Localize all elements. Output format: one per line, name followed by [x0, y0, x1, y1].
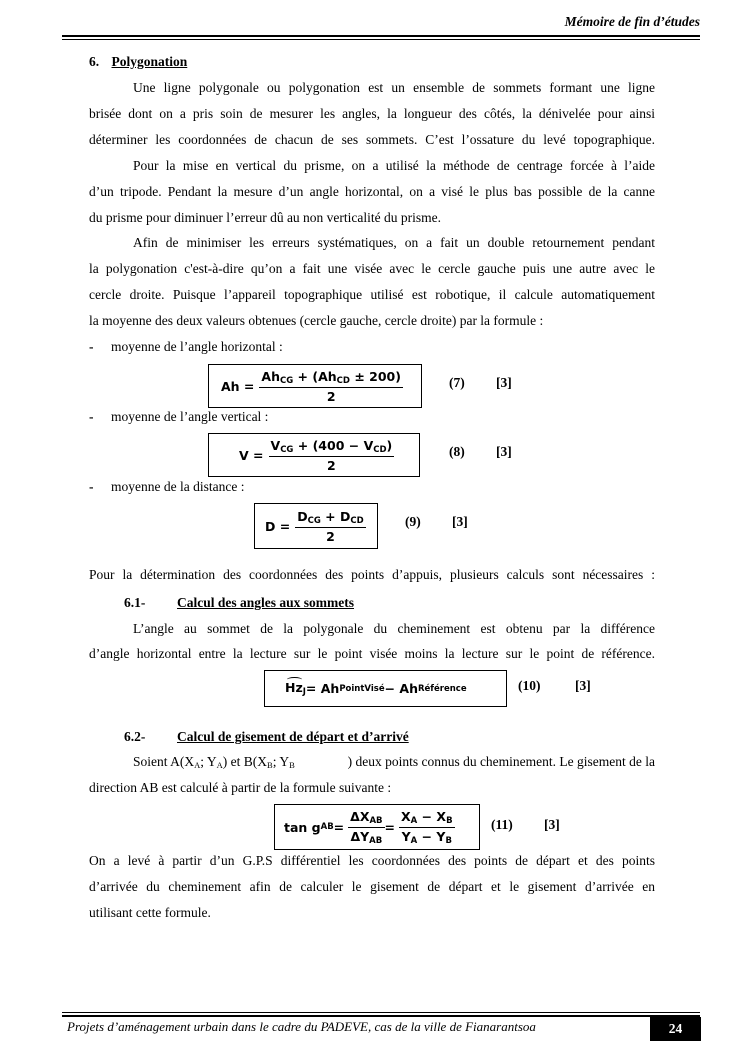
- bullet-text: moyenne de l’angle vertical :: [111, 409, 269, 424]
- eq-subscript: CD: [373, 444, 387, 455]
- paragraph-line: brisée dont on a pris soin de mesurer les angles, la longueur des côtés, la dénivelée pour ainsi: [89, 106, 655, 121]
- paragraph-line: direction AB est calculé à partir de la formule suivante :: [89, 780, 392, 795]
- equation-box-7: [208, 364, 422, 408]
- paragraph-line: cercle droite. Puisque l’appareil topographique utilisé est robotique, il calcule automatiquement: [89, 287, 655, 302]
- eq-lhs: V =: [239, 447, 264, 463]
- eq-subscript: CG: [280, 444, 294, 455]
- eq-term: =: [384, 819, 396, 835]
- running-header: Mémoire de fin d’études: [564, 14, 700, 29]
- eq-subscript: CD: [336, 375, 350, 386]
- eq-subscript: J: [302, 687, 306, 697]
- paragraph-line: déterminer les coordonnées de chacun de ses sommets. C’est l’ossature du levé topographique.: [89, 132, 655, 147]
- subsection-number: 6.1-: [124, 595, 146, 610]
- running-footer: Projets d’aménagement urbain dans le cadre du PADEVE, cas de la ville de Fianarantsoa: [67, 1019, 536, 1034]
- section-title: Polygonation: [111, 54, 188, 69]
- bullet-dash: -: [89, 479, 94, 494]
- hat-accent: [287, 677, 302, 682]
- paragraph-line: d’angle horizontal entre la lecture sur le point visée moins la lecture sur le point de référence.: [89, 646, 655, 661]
- footer-rule: [62, 1015, 700, 1017]
- eq-term: Hz: [285, 680, 303, 695]
- paragraph-line: [133, 754, 655, 773]
- eq-denominator: 2: [326, 528, 335, 544]
- paragraph-line: On a levé à partir d’un G.P.S différentiel les coordonnées des points de départ et des points: [89, 853, 655, 868]
- eq-lhs: D =: [265, 518, 291, 534]
- header-rule-thin: [62, 39, 700, 40]
- fraction-delta: $\frac{\Delta X_{AB}}{\Delta Y_{AB}}$: [350, 808, 383, 846]
- equation-box-10: [264, 670, 507, 707]
- paragraph-line: L’angle au sommet de la polygonale du cheminement est obtenu par la différence: [133, 621, 655, 636]
- paragraph-line: Une ligne polygonale ou polygonation est un ensemble de sommets formant une ligne: [133, 80, 655, 95]
- equation-number: (11): [491, 817, 513, 832]
- eq-subscript: CG: [307, 515, 321, 526]
- bullet-text: moyenne de la distance :: [111, 479, 245, 494]
- eq-subscript: Référence: [418, 683, 467, 694]
- eq-subscript: PointVisé: [339, 683, 385, 694]
- eq-term: V: [270, 437, 281, 453]
- equation-box-9: [254, 503, 378, 549]
- paragraph-line: utilisant cette formule.: [89, 905, 211, 920]
- section-heading: [89, 54, 187, 70]
- paragraph-line: du prisme pour diminuer l’erreur dû au non verticalité du prisme.: [89, 210, 442, 225]
- paragraph-line: d’un tripode. Pendant la mesure d’un angle horizontal, on a visé le plus bas possible de la canne: [89, 184, 655, 199]
- subsection-title: Calcul de gisement de départ et d’arrivé: [177, 729, 409, 744]
- paragraph-line: Afin de minimiser les erreurs systématiques, on a fait un double retournement pendant: [133, 235, 655, 250]
- equation-number: (10): [518, 678, 541, 693]
- eq-denominator: 2: [326, 388, 336, 404]
- equation-number: (9): [405, 514, 421, 529]
- paragraph-line: d’arrivée du cheminement afin de calculer le gisement de départ et le gisement d’arrivée en: [89, 879, 655, 894]
- equation-box-11: [274, 804, 480, 850]
- bullet-dash: -: [89, 339, 94, 354]
- points-definition: Soient $A(X_A$; $Y_A$) et $B(X_B$; $Y_B$: [133, 754, 295, 770]
- eq-term: D: [297, 508, 308, 524]
- paragraph-line: la moyenne des deux valeurs obtenues (cercle gauche, cercle droite) par la formule :: [89, 313, 544, 328]
- eq-term: + D: [320, 508, 351, 524]
- fraction: [295, 509, 365, 544]
- eq-term: + (Ah: [293, 368, 337, 384]
- footer-rule-thin: [62, 1012, 700, 1013]
- paragraph-line: Pour la détermination des coordonnées des points d’appuis, plusieurs calculs sont nécessaires :: [89, 567, 655, 582]
- section-number: 6.: [89, 54, 100, 69]
- equation-number: (8): [449, 444, 465, 459]
- points-definition-rest: ) deux points connus du cheminement. Le gisement de la: [347, 754, 655, 769]
- eq-term: + (400 − V: [293, 437, 374, 453]
- eq-term: − Ah: [384, 681, 418, 696]
- header-rule: [62, 35, 700, 37]
- eq-term: Ah: [261, 368, 280, 384]
- citation-ref: [3]: [575, 678, 591, 693]
- eq-subscript: CG: [279, 375, 294, 386]
- fraction: [259, 369, 403, 404]
- equation-number: (7): [449, 375, 465, 390]
- eq-term: = Ah: [305, 681, 340, 696]
- fraction-coords: $\frac{X_A - X_B}{Y_A - Y_B}$: [401, 808, 453, 846]
- citation-ref: [3]: [544, 817, 560, 832]
- equation-box-8: [208, 433, 420, 477]
- citation-ref: [3]: [496, 375, 512, 390]
- eq-term: ± 200): [349, 368, 401, 384]
- eq-term: ): [386, 437, 393, 453]
- eq-lhs: tan g: [284, 819, 321, 835]
- eq-term: =: [333, 819, 345, 835]
- paragraph-line: Pour la mise en vertical du prisme, on a utilisé la méthode de centrage forcée à l’aide: [133, 158, 655, 173]
- eq-lhs-hat: [285, 680, 306, 697]
- eq-lhs: Ah =: [221, 378, 255, 394]
- eq-denominator: 2: [327, 457, 336, 473]
- paragraph-line: la polygonation c'est-à-dire qu’on a fait une visée avec le cercle gauche puis une autre avec le: [89, 261, 655, 276]
- citation-ref: [3]: [496, 444, 512, 459]
- subsection-number: 6.2-: [124, 729, 146, 744]
- eq-subscript: CD: [350, 515, 364, 526]
- bullet-text: moyenne de l’angle horizontal :: [111, 339, 283, 354]
- fraction: [269, 438, 395, 473]
- bullet-dash: -: [89, 409, 94, 424]
- citation-ref: [3]: [452, 514, 468, 529]
- page-number: 24: [650, 1017, 701, 1041]
- eq-subscript: AB: [320, 822, 334, 832]
- subsection-title: Calcul des angles aux sommets: [177, 595, 355, 610]
